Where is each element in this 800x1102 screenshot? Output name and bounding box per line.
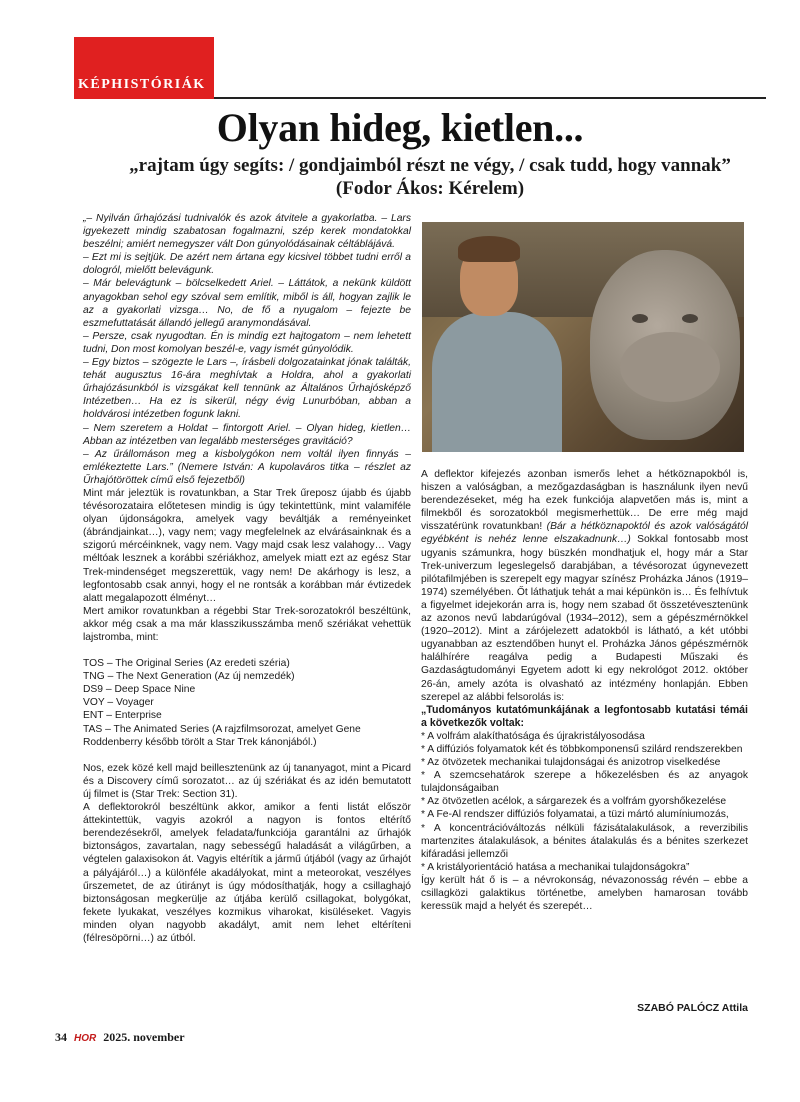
photo-sculpture-eye [632, 314, 648, 323]
intro-paragraph: – Ezt mi is sejtjük. De azért nem ártana egy kicsivel többet tudni erről a dologról, mielőtt belevágunk. [83, 252, 411, 277]
spacer [83, 644, 411, 657]
right-column [421, 468, 748, 913]
photo-sculpture-eye [682, 314, 698, 323]
body-paragraph: Mert amikor rovatunkban a régebbi Star Trek-sorozatokról beszéltünk, akkor még csak a ma már klasszikusszámba menő szériákat vehettük lajstromba, mint: [83, 605, 411, 643]
magazine-logo: HOR [74, 1033, 97, 1044]
author-byline: SZABÓ PALÓCZ Attila [637, 1002, 748, 1014]
body-paragraph [421, 468, 748, 704]
topic-item: * A Fe-Al rendszer diffúziós folyamatai, a tüzi mártó alumíniumozás, [421, 809, 729, 821]
issue-date: 2025. november [103, 1030, 185, 1044]
body-paragraph: Így került hát ő is – a névrokonság, névazonosság révén – ebbe a csillagközi galaktikus történetbe, amelyben hamarosan tovább keressük majd a helyét és szerepét… [421, 874, 748, 913]
series-item: TOS – The Original Series (Az eredeti széria) [83, 658, 290, 670]
subtitle-quote: „rajtam úgy segíts: / gondjaimból részt ne végy, / csak tudd, hogy vannak” [129, 155, 731, 176]
series-item: ENT – Enterprise [83, 710, 162, 722]
photo-sculpture-muzzle [620, 332, 720, 402]
topic-item: * Az ötvözetlen acélok, a sárgarezek és a volfrám gyorshőkezelése [421, 796, 727, 808]
page-number: 34 [55, 1030, 67, 1044]
body-text-italic: (Bár a hétköznapoktól és azok valóságától egyébként is nehéz lenne elszakadnunk…) [421, 521, 748, 546]
body-paragraph: Nos, ezek közé kell majd beillesztenünk az új tananyagot, mint a Picard és a Discovery című sorozatot… az új szériákat és az idén bemutatott új filmet is (Star Trek: Section 31). [83, 762, 411, 800]
left-column [83, 212, 411, 945]
topic-item: * A volfrám alakíthatósága és újrakristályosodása [421, 730, 645, 742]
series-list [83, 657, 411, 749]
body-paragraph: Mint már jeleztük is rovatunkban, a Star Trek űreposz újabb és újabb tévésorozataira előtetesen mindig is úgy tekintettünk, mint valamiféle olyan újdonságokra, amelyek vagy beváltják a reményeinket (ábrándjainkat…), vagy nem; vagy megfelelnek az elvárásainknak és a szigorú mércéinknek, vagy nem. Vagy majd csak lesz valahogy… Vagy méltóak lesznek a korábbi szériákhoz, amelyek miatt ezt az egész Star Trek-mindenséget megszerettük, vagy nem! De akárhogy is lesz, a legfontosabb csak annyi, hogy el ne rontsák a korábban már évtizedek alatt megalapozott élményt… [83, 487, 411, 604]
subtitle-attribution: (Fodor Ákos: Kérelem) [335, 178, 525, 199]
article-photo [422, 222, 744, 452]
photo-figure-body [432, 312, 562, 452]
topic-item: * Az ötvözetek mechanikai tulajdonságai és anizotrop viselkedése [421, 757, 721, 769]
spacer [83, 749, 411, 762]
section-tag [74, 37, 214, 99]
series-item: TNG – The Next Generation (Az új nemzedék) [83, 671, 295, 683]
intro-paragraph: – Nem szeretem a Holdat – fintorgott Ariel. – Olyan hideg, kietlen… Abban az intézetben van legalább mesterséges gravitáció? [83, 422, 411, 447]
article-title: Olyan hideg, kietlen... [216, 105, 584, 150]
series-item: TAS – The Animated Series (A rajzfilmsorozat, amelyet Gene Roddenberry később törölt a Star Trek kánonjából.) [83, 723, 361, 748]
intro-paragraph: – Az űrállomáson meg a kisbolygókon nem voltál ilyen finnyás – emlékeztette Lars.” (Nemere István: A kupolaváros titka – részlet az Űrhajótöröttek című első fejezetből) [83, 448, 411, 486]
body-paragraph: A deflektorokról beszéltünk akkor, amikor a fenti listát először áttekintettük, vagyis azokról a nagyon is fontos eltérítő berendezésekről, amelyek feladata/funkciója garantálni az űrhajók biztonságos, zavartalan, nagy sebességű haladását a világűrben, a végtelen galaxisokon át. Vagyis eltérítik a jármű útjából (vagy az űrhajót a pályájáról…) a különféle akadályokat, mint a meteorokat, veszélyes űrszemetet, de az útirányt is úgy módosíthatják, hogy a csillaghajó biztonságosan megkerülje az útjába kerülő csillagokat, bolygókat, fekete lyukakat, veszélyes kozmikus viharokat, kisüléseket. Vagyis minden olyan nagyobb akadályt, amit nem lehet eltéríteni (félresöpörni…) az útból. [83, 802, 411, 944]
photo-figure-hair [458, 236, 520, 262]
topic-item: * A kristályorientáció hatása a mechanikai tulajdonságokra” [421, 861, 690, 873]
intro-paragraph: „– Nyilván űrhajózási tudnivalók és azok átvitele a gyakorlatba. – Lars igyekezett mindig szabatosan fogalmazni, szép kerek mondatokkal beszélni; amiért nemegyszer vált Don gúnyolódásainak céltáblájává. [83, 213, 411, 251]
series-item: VOY – Voyager [83, 697, 154, 709]
series-item: DS9 – Deep Space Nine [83, 684, 196, 696]
topic-item: * A szemcsehatárok szerepe a hőkezelésben és az anyagok tulajdonságaiban [421, 770, 748, 795]
body-text: A deflektor kifejezés azonban ismerős lehet a hétköznapokból is, hiszen a valóságban, a mezőgazdaságban is használunk ilyen nevű berendezéseket, még ha ezek funkciója alapvetően más is, mint a filmekből és sorozatokból megismerhettük… De erre még majd visszatérünk rovatunkban! [421, 469, 748, 533]
header-rule [214, 97, 766, 99]
intro-paragraph: – Egy biztos – szögezte le Lars –, írásbeli dolgozatainkat jónak találták, tehát augusztus 16-ára meghívtak a Holdra, ahol a gyakorlati űrhajózásunkból is vizsgákat kell tennünk az Általános Űrhajósképző Intézetben… Ha ez is sikerül, négy évig Lunurbóban, abban a holdvárosi intézetben fogunk lakni. [83, 357, 411, 421]
page-footer [55, 1030, 185, 1045]
intro-paragraph: – Persze, csak nyugodtan. Én is mindig ezt hajtogatom – nem lehetett tudni, Don most komolyan beszél-e, vagy ismét gúnyolódik. [83, 330, 411, 355]
section-label: KÉPHISTÓRIÁK [78, 77, 206, 92]
topic-item: * A koncentrációváltozás nélküli fázisátalakulások, a reverzibilis martenzites átalakulások, a bénites átalakulás és a bénites szerkezet kifáradási jellemzői [421, 822, 748, 860]
body-text: Sokkal fontosabb most ugyanis számunkra, hogy büszkén mondhatjuk el, hogy már a Star Trek-univerzum legeslegelső darabjában, a tévésorozat úgynevezett pilótafilmjében is szerepelt egy magyar színész Proházka János (1919–1974) személyében. Őt láthatjuk tehát a mai képünkön is… És felhívtuk a figyelmet idejekorán arra is, hogy nem szabad őt összetévesztenünk az azonos nevű labdarúgóval (1934–2012), sem a gépészmérnökkel (1920–2012). Mint a zárójelezett adatokból is látható, a két utóbbi ugyanabban az esztendőben hunyt el. Proházka János gépészmérnök halálhírére reagálva pedig a Budapesti Műszaki és Gazdaságtudományi Egyetem adott ki egy nekrológot 2012. október 26-án, amely azóta is olvasható az intézmény honlapján. Ebben szerepel az alábbi felsorolás is: [421, 534, 748, 703]
topic-item: * A diffúziós folyamatok két és többkomponensű szilárd rendszerekben [421, 743, 743, 755]
topics-heading: „Tudományos kutatómunkájának a legfontosabb kutatási témái a következők voltak: [421, 703, 748, 729]
intro-paragraph: – Már belevágtunk – bölcselkedett Ariel. – Láttátok, a nekünk küldött anyagokban sehol egy szóval sem említik, miből is áll, hogyan zajlik le az a gyakorlati vizsga… No, de fő a nyugalom – fejezte be eszmefuttatását állandó jellegű aranymondásával. [83, 278, 411, 329]
